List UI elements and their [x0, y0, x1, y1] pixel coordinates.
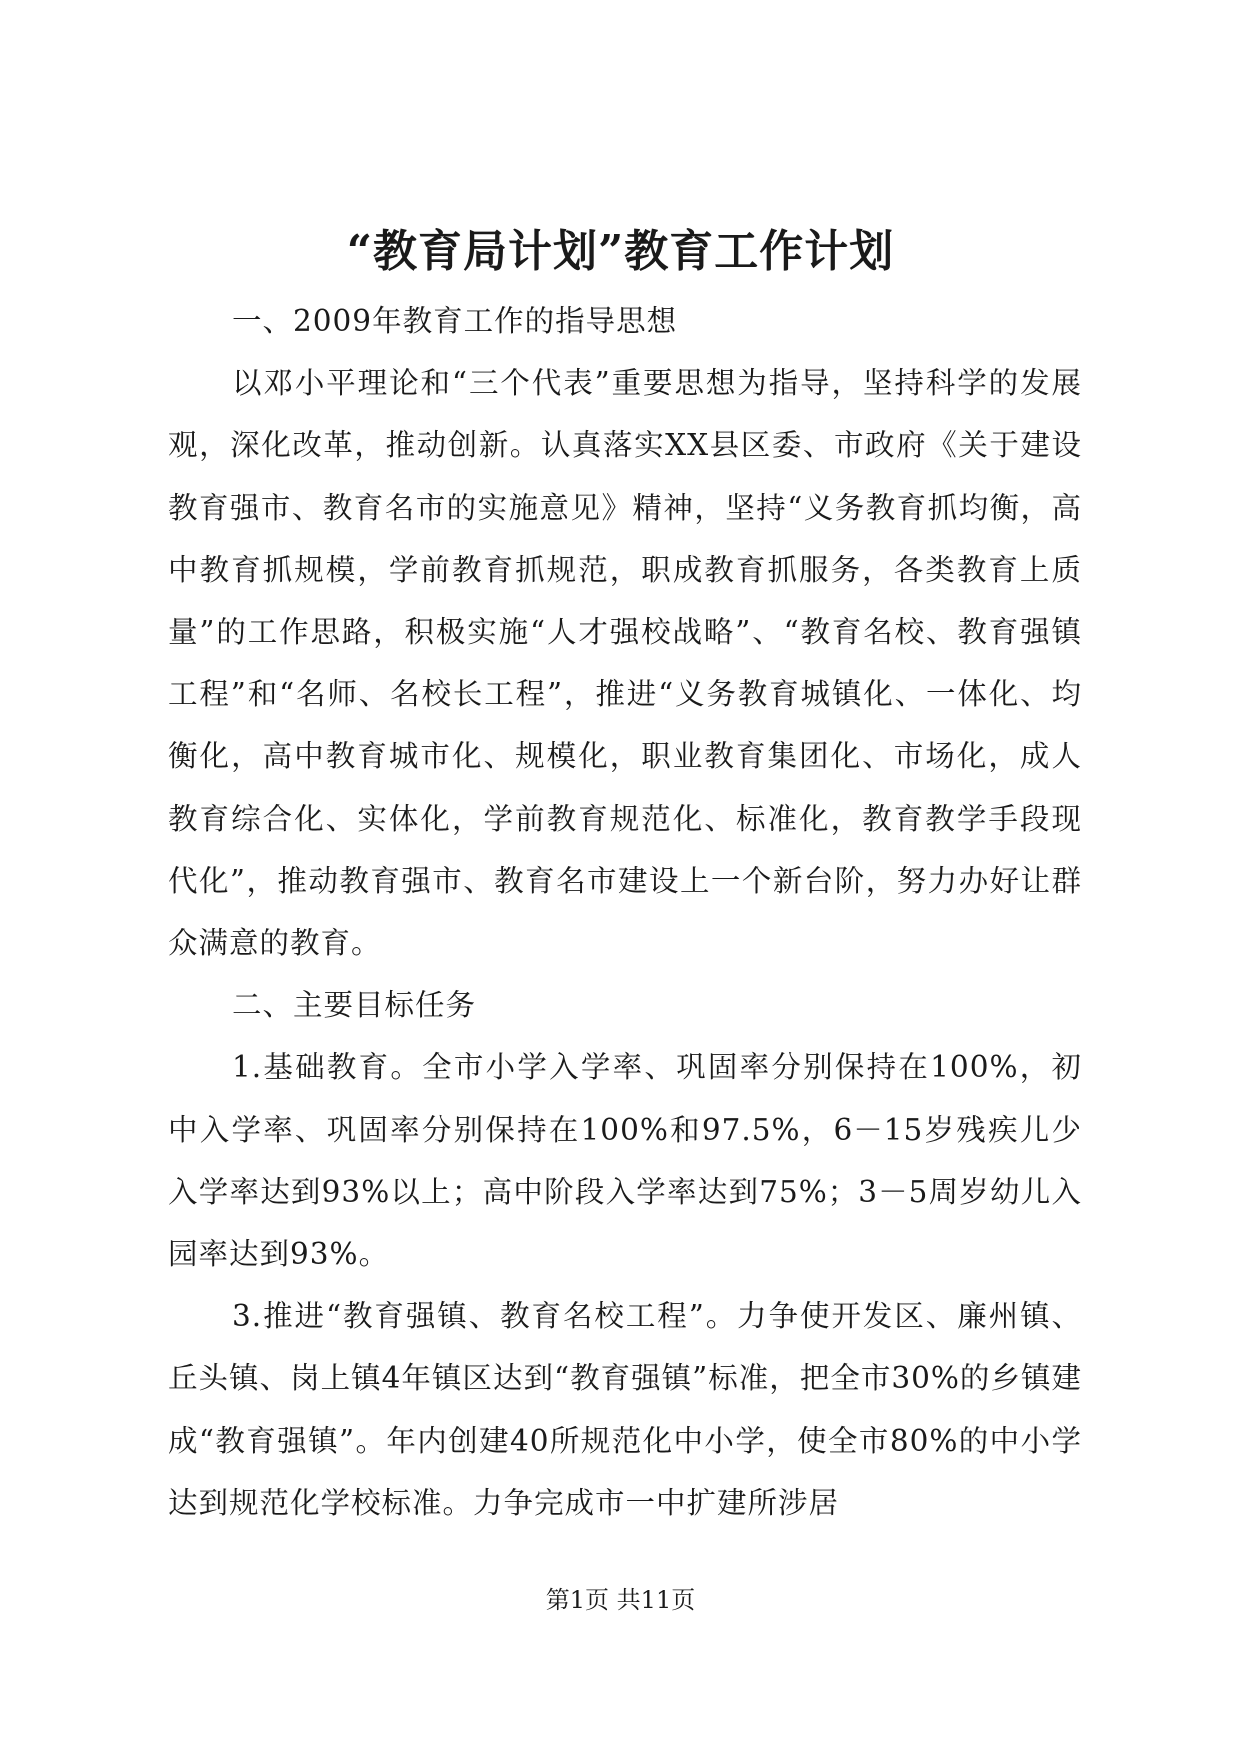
paragraph-strong-towns-project: 3.推进“教育强镇、教育名校工程”。力争使开发区、廉州镇、丘头镇、岗上镇4年镇区达到“教育强镇”标准，把全市30%的乡镇建成“教育强镇”。年内创建40所规范化中小学，使全市80%的中小学达到规范化学校标准。力争完成市一中扩建所涉居: [168, 1299, 1082, 1520]
section-heading-main-goals: 二、主要目标任务: [232, 988, 477, 1023]
paragraph-guiding-thought: 以邓小平理论和“三个代表”重要思想为指导，坚持科学的发展观，深化改革，推动创新。认真落实XX县区委、市政府《关于建设教育强市、教育名市的实施意见》精神，坚持“义务教育抓均衡，高中教育抓规模，学前教育抓规范，职成教育抓服务，各类教育上质量”的工作思路，积极实施“人才强校战略”、“教育名校、教育强镇工程”和“名师、名校长工程”，推进“义务教育城镇化、一体化、均衡化，高中教育城市化、规模化，职业教育集团化、市场化，成人教育综合化、实体化，学前教育规范化、标准化，教育教学手段现代化”，推动教育强市、教育名市建设上一个新台阶，努力办好让群众满意的教育。: [168, 366, 1082, 961]
document-title: “教育局计划”教育工作计划: [346, 226, 895, 277]
page-number-footer: 第1页 共11页: [545, 1586, 696, 1614]
paragraph-basic-education: 1.基础教育。全市小学入学率、巩固率分别保持在100%，初中入学率、巩固率分别保持在100%和97.5%，6－15岁残疾儿少入学率达到93%以上；高中阶段入学率达到75%；3－5周岁幼儿入园率达到93%。: [168, 1050, 1082, 1272]
section-heading-guiding-thought: 一、2009年教育工作的指导思想: [232, 304, 678, 338]
document-body: [168, 290, 1082, 1534]
